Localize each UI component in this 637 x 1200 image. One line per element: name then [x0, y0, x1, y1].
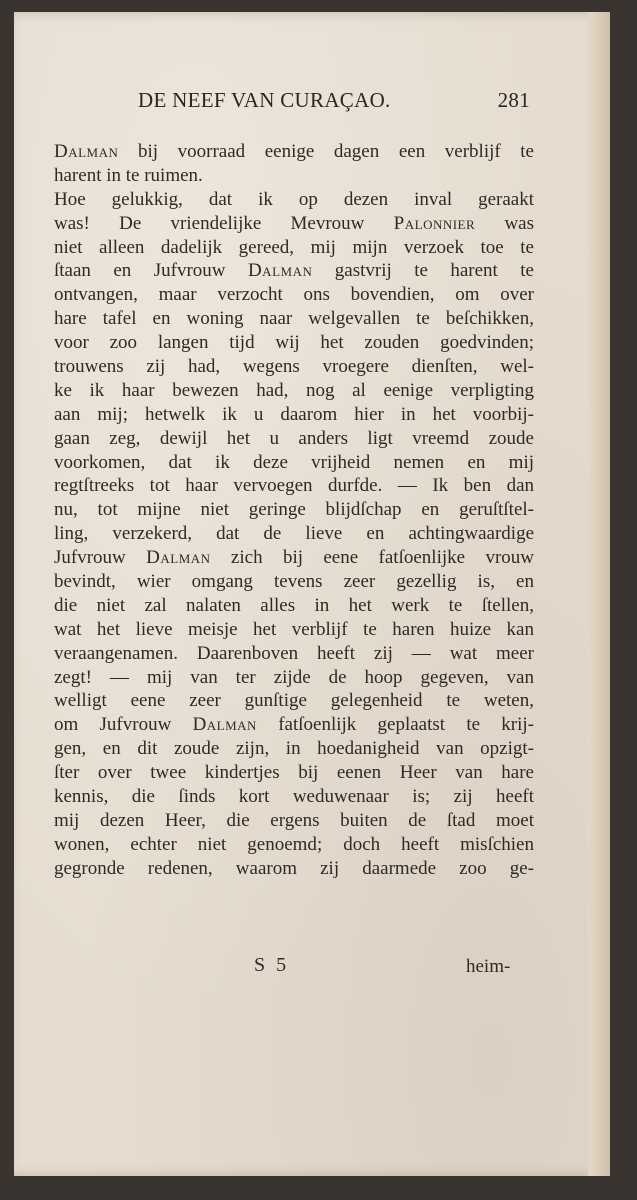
text-line: [54, 212, 534, 236]
text-segment: ſtaan en Jufvrouw: [54, 260, 248, 282]
text-line: [54, 451, 534, 475]
text-line: [54, 666, 534, 690]
text-segment: gastvrij te harent te: [312, 260, 534, 282]
text-segment: die niet zal nalaten alles in het werk te ſtellen,: [54, 594, 534, 616]
text-segment: gegronde redenen, waarom zij daarmede zoo ge-: [54, 857, 534, 879]
text-line: [54, 618, 534, 642]
text-line: [54, 307, 534, 331]
text-line: [54, 355, 534, 379]
text-line: [54, 833, 534, 857]
text-line: [54, 188, 534, 212]
text-segment: was! De vriendelijke Mevrouw: [54, 212, 394, 234]
small-caps-name: Dalman: [247, 260, 313, 282]
text-segment: gen, en dit zoude zijn, in hoedanigheid van opzigt-: [54, 738, 534, 760]
text-segment: zegt! — mij van ter zijde de hoop gegeven, van: [54, 666, 534, 688]
text-segment: Hoe gelukkig, dat ik op dezen inval geraakt: [54, 188, 534, 210]
text-line: [54, 403, 534, 427]
text-line: [54, 546, 534, 570]
text-line: [54, 857, 534, 881]
text-segment: wonen, echter niet genoemd; doch heeft misſchien: [54, 833, 534, 855]
text-segment: bevindt, wier omgang tevens zeer gezellig is, en: [54, 571, 534, 593]
body-text: [54, 140, 534, 881]
catchword: heim-: [466, 956, 511, 977]
text-line: [54, 689, 534, 713]
text-segment: harent in te ruimen.: [54, 164, 203, 186]
signature-mark: S 5: [254, 954, 290, 976]
running-head: [138, 88, 530, 118]
text-line: [54, 331, 534, 355]
text-line: [54, 236, 534, 260]
page-edge: [588, 12, 610, 1176]
text-line: [54, 427, 534, 451]
small-caps-name: Dalman: [54, 141, 119, 162]
text-segment: ſter over twee kindertjes bij eenen Heer van hare: [54, 762, 534, 784]
text-line: [54, 809, 534, 833]
text-segment: hare tafel en woning naar welgevallen te beſchikken,: [54, 308, 534, 330]
text-segment: nu, tot mijne niet geringe blijdſchap en geruſtſtel-: [54, 499, 534, 521]
text-segment: ling, verzekerd, dat de lieve en achtingwaardige: [54, 523, 534, 545]
text-segment: kennis, die ſinds kort weduwenaar is; zij heeft: [54, 786, 534, 808]
text-segment: trouwens zij had, wegens vroegere dienſten, wel-: [54, 356, 534, 378]
text-segment: gaan zeg, dewijl het u anders ligt vreemd zoude: [54, 427, 534, 449]
text-line: [54, 474, 534, 498]
page-number: 281: [497, 88, 530, 112]
text-segment: ke ik haar bewezen had, nog al eenige verpligting: [54, 379, 534, 401]
text-segment: niet alleen dadelijk gereed, mij mijn verzoek toe te: [54, 236, 534, 258]
text-line: [54, 498, 534, 522]
text-segment: bij voorraad eenige dagen een verblijf te: [118, 141, 534, 162]
book-page: [14, 12, 610, 1176]
text-line: [54, 761, 534, 785]
text-line: [54, 570, 534, 594]
text-line: [54, 283, 534, 307]
text-segment: voor zoo langen tijd wij het zouden goedvinden;: [54, 332, 534, 354]
small-caps-name: Dalman: [146, 547, 211, 569]
text-segment: Jufvrouw: [54, 547, 147, 569]
text-line: [54, 642, 534, 666]
text-segment: fatſoenlijk geplaatst te krij-: [256, 714, 534, 736]
text-segment: aan mij; hetwelk ik u daarom hier in het voorbij-: [54, 403, 534, 425]
small-caps-name: Dalman: [192, 714, 257, 736]
text-line: [54, 140, 534, 164]
text-segment: wat het lieve meisje het verblijf te haren huize kan: [54, 618, 534, 640]
text-line: [54, 594, 534, 618]
text-segment: veraangenamen. Daarenboven heeft zij — wat meer: [54, 642, 534, 664]
text-segment: regtſtreeks tot haar vervoegen durfde. — Ik ben dan: [54, 475, 534, 497]
text-segment: mij dezen Heer, die ergens buiten de ſtad moet: [54, 809, 534, 831]
text-line: [54, 164, 534, 188]
text-segment: om Jufvrouw: [54, 714, 193, 736]
text-line: [54, 737, 534, 761]
text-segment: voorkomen, dat ik deze vrijheid nemen en mij: [54, 451, 534, 473]
text-segment: was: [475, 212, 534, 234]
text-line: [54, 713, 534, 737]
small-caps-name: Palonnier: [393, 212, 476, 234]
text-segment: welligt eene zeer gunſtige gelegenheid te weten,: [54, 690, 534, 712]
text-segment: zich bij eene fatſoenlijke vrouw: [210, 547, 534, 569]
running-title: DE NEEF VAN CURAÇAO.: [138, 88, 391, 112]
text-segment: ontvangen, maar verzocht ons bovendien, om over: [54, 284, 534, 306]
text-line: [54, 379, 534, 403]
text-line: [54, 259, 534, 283]
text-line: [54, 522, 534, 546]
text-line: [54, 785, 534, 809]
